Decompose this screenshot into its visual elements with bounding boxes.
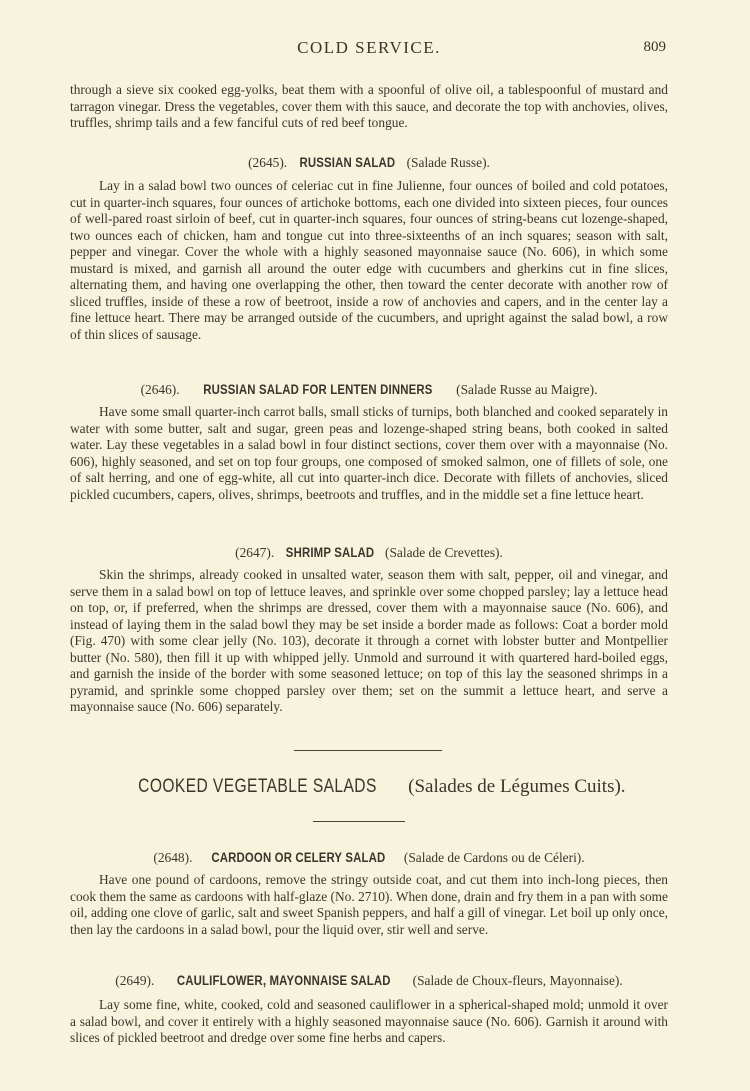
recipe-2649 — [70, 973, 668, 1047]
recipe-french-title: (Salade Russe). — [406, 155, 490, 170]
recipe-number: (2647). — [235, 545, 275, 560]
recipe-body: Have some small quarter-inch carrot balls, small sticks of turnips, both blanched and cooked separately in water with some butter, salt and sugar, green peas and lozenge-shaped string beans, both cooked in salted water. Lay these vegetables in a salad bowl in four distinct sections, cover them over with a mayonnaise (No. 606), highly seasoned, and set on top four groups, one composed of smoked salmon, one of fillets of sole, one of salt herring, and one of egg-white, all cut into quarter-inch dice. Decorate with fillets of anchovies, sliced pickled cucumbers, capers, olives, shrimps, beetroots and truffles, and in the middle set a fine lettuce heart. — [70, 404, 668, 502]
recipe-2645 — [70, 155, 668, 343]
page-number: 809 — [643, 39, 666, 55]
recipe-heading — [70, 382, 668, 398]
recipe-title: RUSSIAN SALAD — [298, 155, 395, 170]
recipe-french-title: (Salade de Crevettes). — [385, 545, 503, 560]
recipe-heading — [70, 155, 668, 171]
recipe-heading — [70, 973, 668, 989]
recipe-title: CARDOON OR CELERY SALAD — [211, 850, 386, 865]
recipe-2648 — [70, 850, 668, 938]
recipe-number: (2645). — [248, 155, 288, 170]
recipe-2647 — [70, 545, 668, 716]
recipe-title: SHRIMP SALAD — [285, 545, 374, 560]
recipe-title: CAULIFLOWER, MAYONNAISE SALAD — [176, 973, 391, 988]
recipe-french-title: (Salade de Cardons ou de Céleri). — [403, 850, 585, 865]
divider-rule — [294, 750, 442, 751]
recipe-heading — [70, 545, 668, 561]
recipe-body: Lay in a salad bowl two ounces of celeriac cut in fine Julienne, four ounces of boiled and cold potatoes, cut in quarter-inch squares, four ounces of artichoke bottoms, each one divided into sixteen pieces, four ounces of well-pared roast sirloin of beef, cut in quarter-inch squares, four ounces of string-beans cut lozenge-shaped, two ounces each of chicken, ham and tongue cut into three-sixteenths of an inch squares; season with salt, pepper and vinegar. Cover the whole with a highly seasoned mayonnaise sauce (No. 606), in which some mustard is mixed, and garnish all around the outer edge with cucumbers and gherkins cut in fine slices, alternating them, and having one overlapping the other, then toward the center decorate with another row of sliced truffles, inside of these a row of beetroot, inside a row of anchovies and capers, and in the center lay a fine lettuce heart. There may be arranged outside of the cucumbers, and upright against the salad bowl, a row of thin slices of sausage. — [70, 178, 668, 342]
recipe-number: (2648). — [153, 850, 193, 865]
recipe-number: (2646). — [140, 382, 180, 397]
divider-rule — [313, 821, 405, 822]
recipe-heading — [70, 850, 668, 866]
recipe-body: Lay some fine, white, cooked, cold and seasoned cauliflower in a spherical-shaped mold; unmold it over a salad bowl, and cover it entirely with a highly seasoned mayonnaise sauce (No. 606). Garnish it around with slices of pickled beetroot and dredge over some fine herbs and capers. — [70, 997, 668, 1045]
intro-block — [70, 82, 668, 132]
recipe-french-title: (Salade de Choux-fleurs, Mayonnaise). — [412, 973, 623, 988]
section-heading — [70, 776, 668, 798]
recipe-2646 — [70, 382, 668, 503]
section-title: COOKED VEGETABLE SALADS — [138, 776, 378, 797]
section-french-title: (Salades de Légumes Cuits). — [408, 776, 626, 797]
recipe-french-title: (Salade Russe au Maigre). — [456, 382, 598, 397]
recipe-body: Have one pound of cardoons, remove the stringy outside coat, and cut them into inch-long pieces, then cook them the same as cardoons with half-glaze (No. 2710). When done, drain and fry them in a pan with some oil, adding one clove of garlic, salt and sweet Spanish peppers, and half a gill of vinegar. Let boil up only once, then lay the cardoons in a salad bowl, pour the liquid over, stir well and serve. — [70, 872, 668, 937]
recipe-body: Skin the shrimps, already cooked in unsalted water, season them with salt, pepper, oil and vinegar, and serve them in a salad bowl on top of lettuce leaves, and sprinkle over some chopped parsley; lay a lettuce head on top, or, if preferred, when the shrimps are dressed, cover them with a mayonnaise sauce (No. 606), and instead of laying them in the salad bowl they may be set inside a border made as follows: Coat a border mold (Fig. 470) with some clear jelly (No. 103), decorate it through a cornet with lobster butter and Montpellier butter (No. 580), then fill it up with whipped jelly. Unmold and surround it with quartered hard-boiled eggs, and garnish the inside of the border with some seasoned lettuce; on top of this lay the seasoned shrimps in a pyramid, and sprinkle some chopped parsley over them; set on the summit a lettuce heart, and serve a mayonnaise sauce (No. 606) separately. — [70, 567, 668, 714]
recipe-title: RUSSIAN SALAD FOR LENTEN DINNERS — [203, 382, 433, 397]
intro-paragraph: through a sieve six cooked egg-yolks, beat them with a spoonful of olive oil, a tablespoonful of mustard and tarragon vinegar. Dress the vegetables, cover them with this sauce, and decorate the top with anchovies, olives, truffles, shrimp tails and a few fanciful cuts of red beef tongue. — [70, 82, 668, 130]
running-title: COLD SERVICE. — [297, 38, 441, 57]
page-header — [70, 38, 668, 58]
recipe-number: (2649). — [115, 973, 155, 988]
